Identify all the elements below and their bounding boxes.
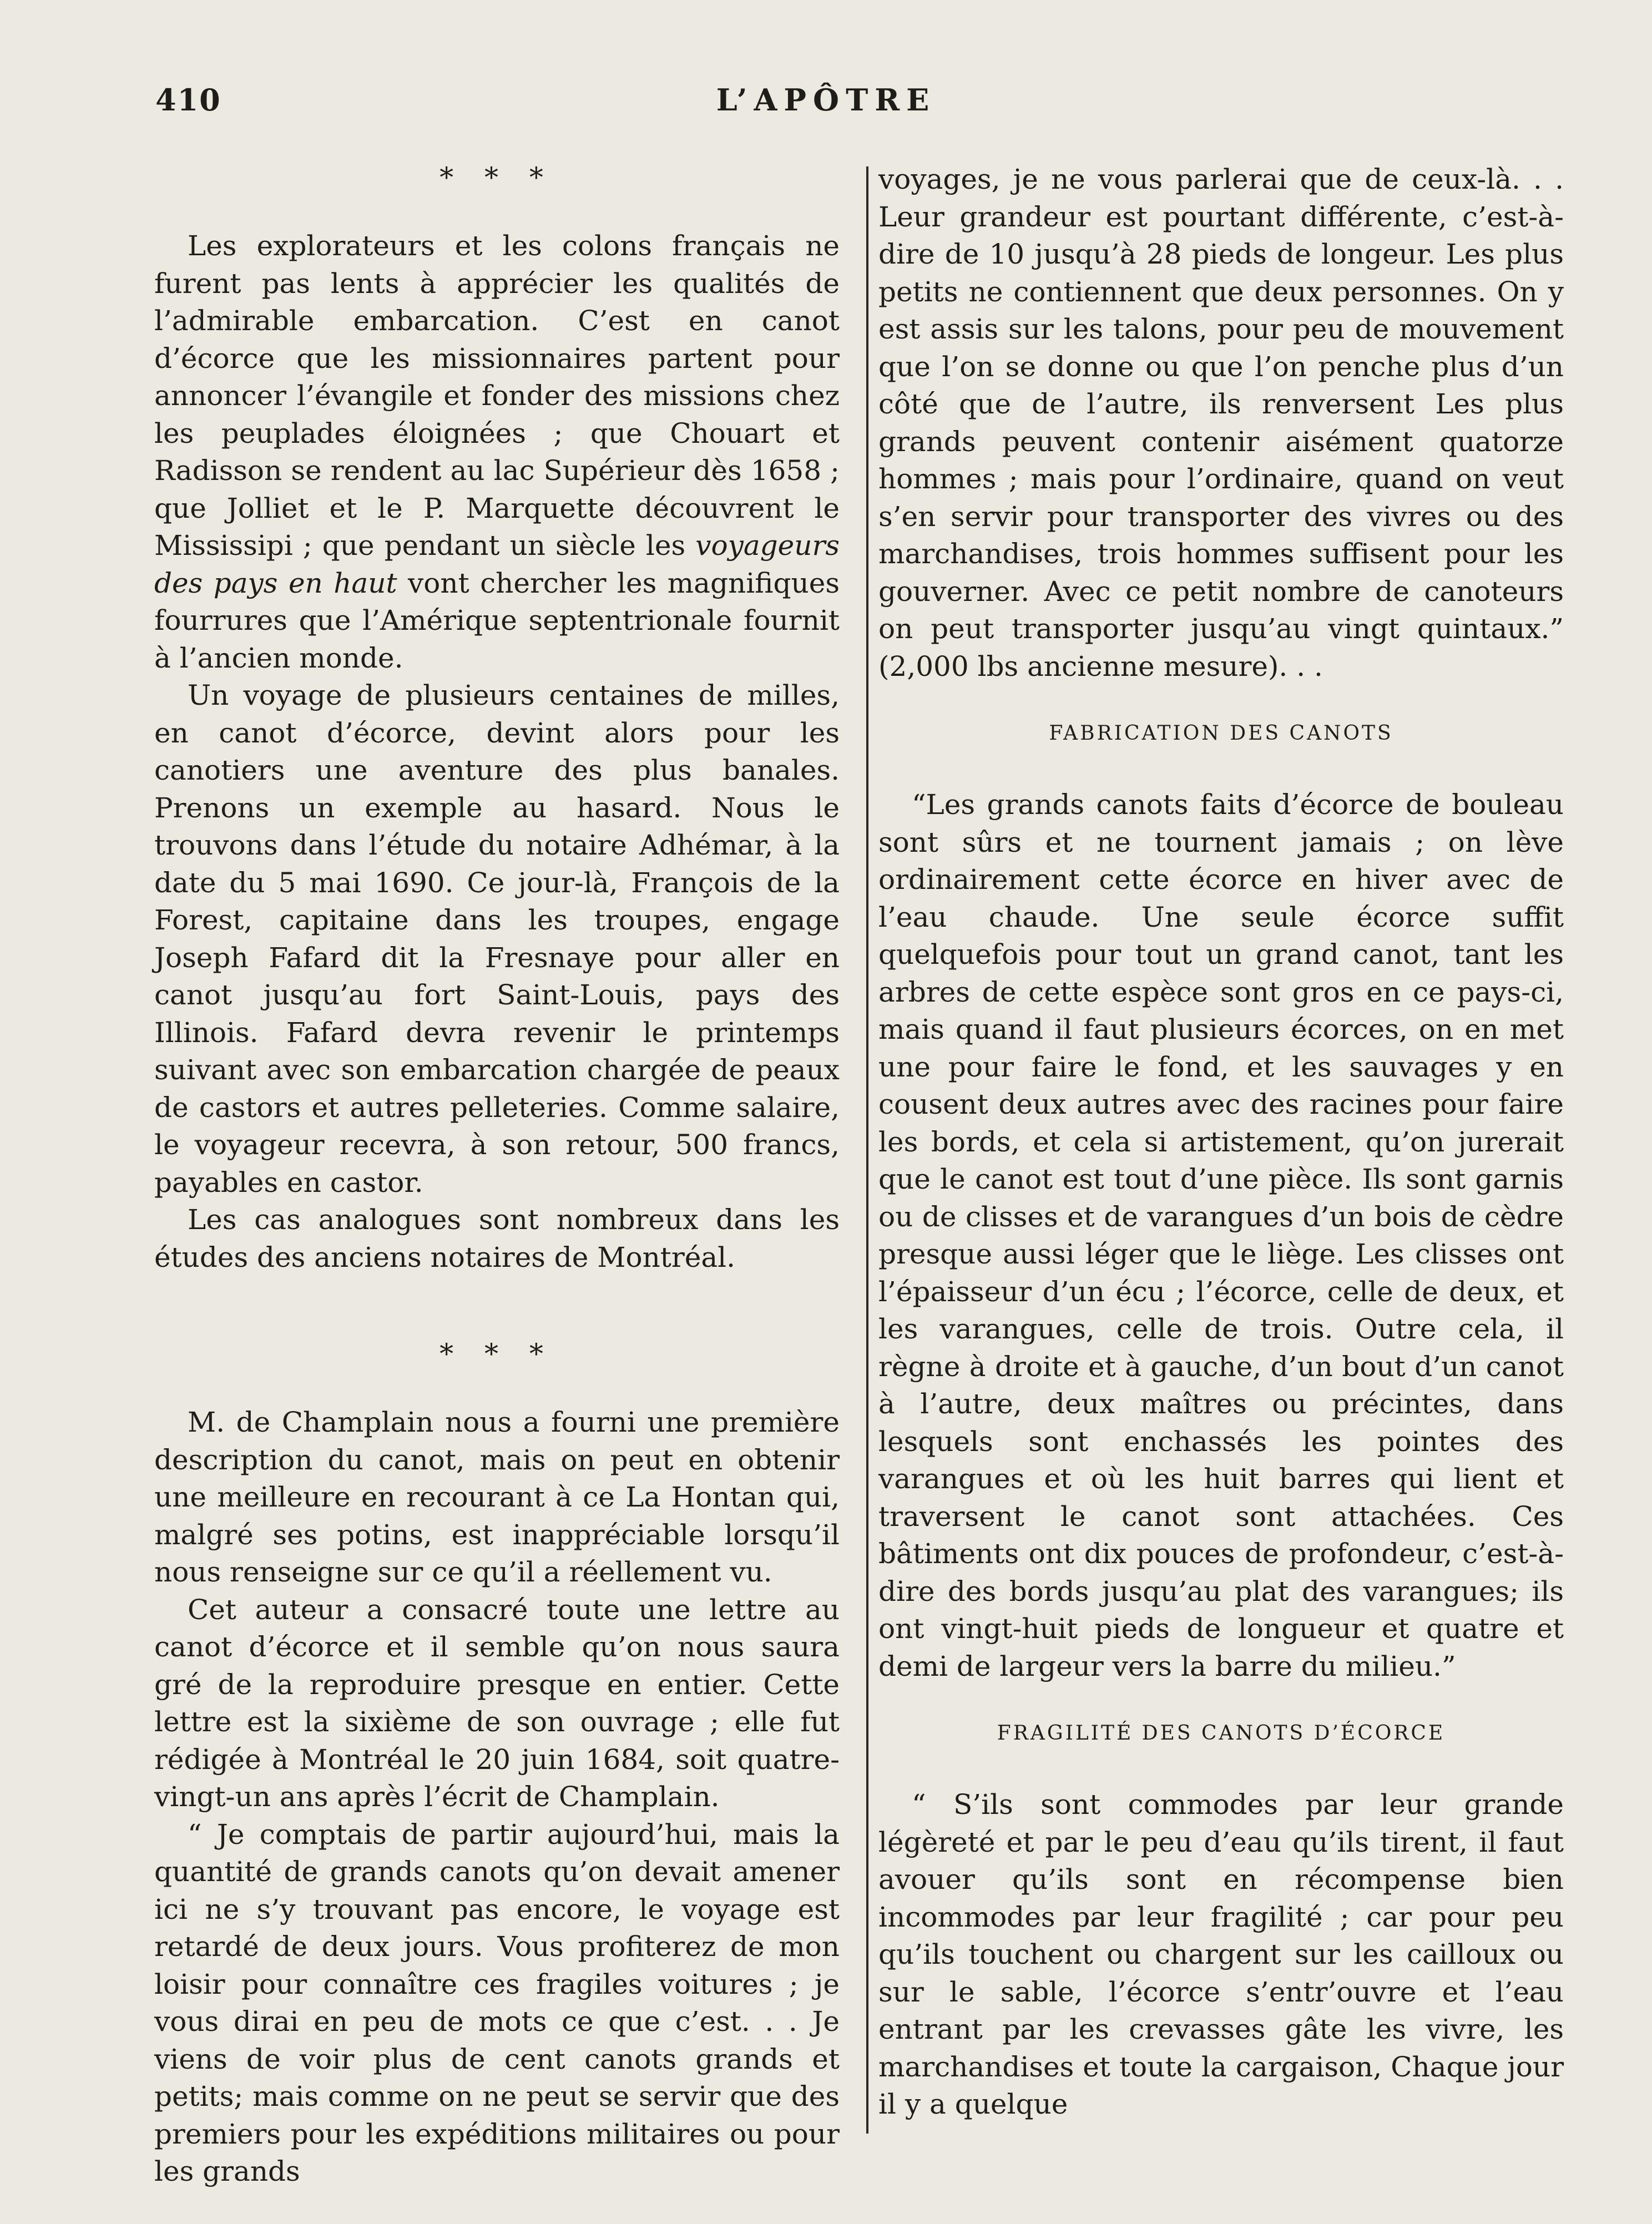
section-title: FRAGILITÉ DES CANOTS D’ÉCORCE [997,1722,1446,1745]
paragraph: Un voyage de plusieurs centaines de milles, en canot d’écorce, devint alors pour les canotiers une aventure des plus banales. Prenons un exemple au hasard. Nous le trouvons dans l’étude du notaire Adhémar, à la date du 5 mai 1690. Ce jour-là, François de la Forest, capitaine dans les troupes, engage Joseph Fafard dit la Fresnaye pour aller en canot jusqu’au fort Saint-Louis, pays des Illinois. Fafard devra revenir le printemps suivant avec son embarcation chargée de peaux de castors et autres pelleteries. Comme salaire, le voyageur recevra, à son retour, 500 francs, payables en castor. [154,679,840,1199]
paragraph: Cet auteur a consacré toute une lettre au canot d’écorce et il semble qu’on nous saura gré de la reproduire presque en entier. Cette lettre est la sixième de son ouvrage ; elle fut rédigée à Montréal le 20 juin 1684, soit quatre-vingt-un ans après l’écrit de Champlain. [154,1593,840,1813]
paragraph [154,228,840,677]
page-number: 410 [155,82,221,118]
paragraph-text: vont chercher les magnifiques fourrures que l’Amérique septentrionale fournit à l’ancien monde. [154,567,840,674]
left-column [154,161,840,2191]
paragraph: voyages, je ne vous parlerai que de ceux-là. . . Leur grandeur est pourtant différente, c’est-à-dire de 10 jusqu’à 28 pieds de longeur. Les plus petits ne contiennent que deux personnes. On y est assis sur les talons, pour peu de mouvement que l’on se donne ou que l’on penche plus d’un côté que de l’autre, ils renversent Les plus grands peuvent contenir aisément quatorze hommes ; mais pour l’ordinaire, quand on veut s’en servir pour transporter des vivres ou des marchandises, trois hommes suffisent pour les gouverner. Avec ce petit nombre de canoteurs on peut transporter jusqu’au vingt quintaux.” (2,000 lbs ancienne mesure). . . [878,163,1564,683]
paragraph: “Les grands canots faits d’écorce de bouleau sont sûrs et ne tournent jamais ; on lève ordinairement cette écorce en hiver avec de l’eau chaude. Une seule écorce suffit quelquefois pour tout un grand canot, tant les arbres de cette espèce sont gros en ce pays-ci, mais quand il faut plusieurs écorces, on en met une pour faire le fond, et les sauvages y en cousent deux autres avec des racines pour faire les bords, et cela si artistement, qu’on jurerait que le canot est tout d’une pièce. Ils sont garnis ou de clisses et de varangues d’un bois de cèdre presque aussi léger que le liège. Les clisses ont l’épaisseur d’un écu ; l’écorce, celle de deux, et les varangues, celle de trois. Outre cela, il règne à droite et à gauche, d’un bout d’un canot à l’autre, deux maîtres ou précintes, dans lesquels sont enchassés les pointes des varangues et où les huit barres qui lient et traversent le canot sont attachées. Ces bâtiments ont dix pouces de profondeur, c’est-à-dire des bords jusqu’au plat des varangues; ils ont vingt-huit pieds de longueur et quatre et demi de largeur vers la barre du milieu.” [878,788,1564,1682]
paragraph: “ S’ils sont commodes par leur grande légèreté et par le peu d’eau qu’ils tirent, il faut avouer qu’ils sont en récompense bien incommodes par leur fragilité ; car pour peu qu’ils touchent ou chargent sur les cailloux ou sur le sable, l’écorce s’entr’ouvre et l’eau entrant par les crevasses gâte les vivre, les marchandises et toute la cargaison, Chaque jour il y a quelque [878,1788,1564,2120]
paragraph: M. de Champlain nous a fourni une première description du canot, mais on peut en obtenir une meilleure en recourant à ce La Hontan qui, malgré ses potins, est inappréciable lorsqu’il nous renseigne sur ce qu’il a réellement vu. [154,1406,840,1588]
section-title: FABRICATION DES CANOTS [1049,722,1393,745]
paragraph: Les cas analogues sont nombreux dans les études des anciens notaires de Montréal. [154,1204,840,1273]
paragraph-text: Les explorateurs et les colons français ne furent pas lents à apprécier les qualités de l’admirable embarcation. C’est en canot d’écorce que les missionnaires partent pour annoncer l’évangile et fonder des missions chez les peuplades éloignées ; que Chouart et Radisson se rendent au lac Supérieur dès 1658 ; que Jolliet et le P. Marquette découvrent le Mississipi ; que pendant un siècle les [154,230,840,562]
page-header [155,82,1497,127]
column-divider [866,166,868,2134]
section-separator: * * * [439,161,554,194]
right-column [878,161,1564,2124]
running-head: L’APÔTRE [716,82,936,118]
section-separator: * * * [439,1338,554,1370]
italic-phrase: voyageurs des pays en haut [154,529,840,599]
paragraph: “ Je comptais de partir aujourd’hui, mais la quantité de grands canots qu’on devait amener ici ne s’y trouvant pas encore, le voyage est retardé de deux jours. Vous profiterez de mon loisir pour connaître ces fragiles voitures ; je vous dirai en peu de mots ce que c’est. . . Je viens de voir plus de cent canots grands et petits; mais comme on ne peut se servir que des premiers pour les expéditions militaires ou pour les grands [154,1818,840,2187]
